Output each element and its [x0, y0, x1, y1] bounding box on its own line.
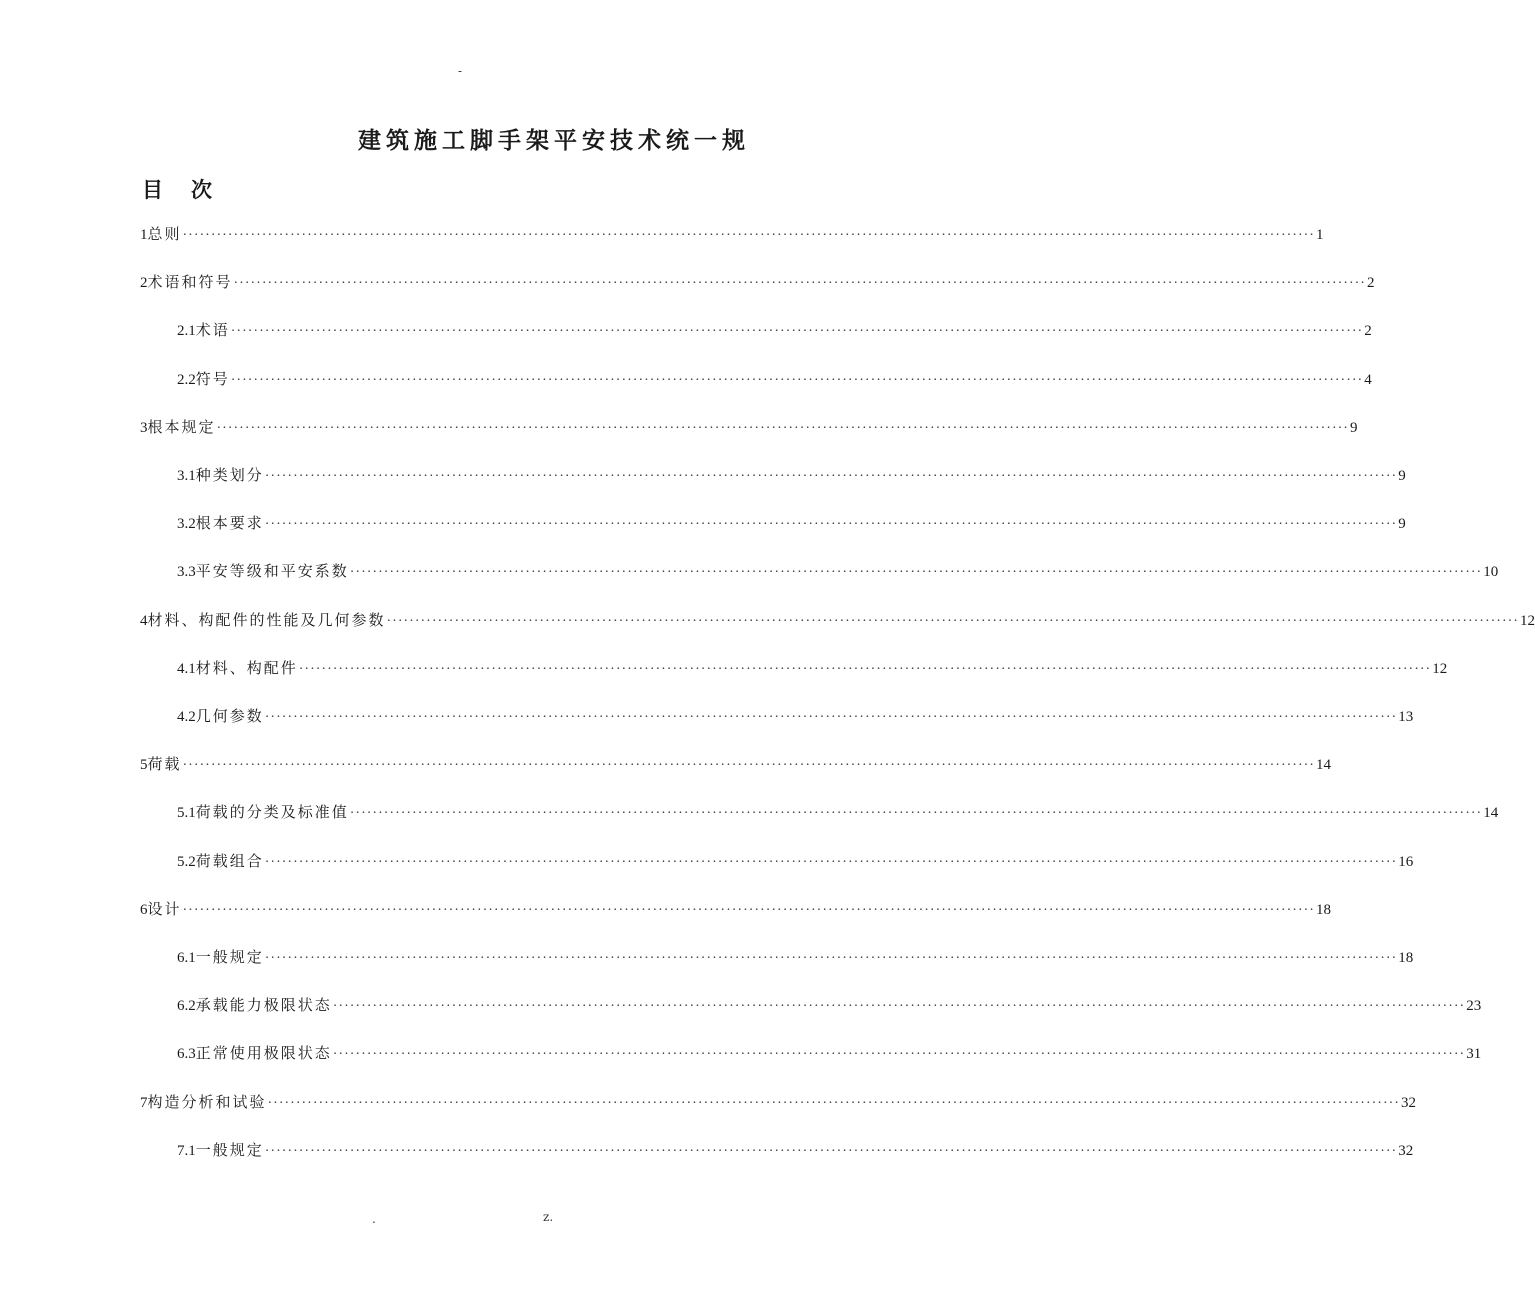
- toc-entry-label: 根本要求: [195, 514, 264, 533]
- toc-entry-label: 一般规定: [195, 948, 264, 966]
- toc-heading: [142, 174, 212, 204]
- toc-entry[interactable]: [140, 415, 1358, 439]
- toc-entry-number: 6.3: [177, 1046, 196, 1063]
- toc-dot-leader: ········································································································································································································: [386, 613, 1519, 629]
- toc-entry-page: 23: [1466, 998, 1482, 1015]
- toc-entry[interactable]: [177, 1041, 1482, 1065]
- toc-entry-label: 总则: [147, 225, 182, 243]
- toc-heading-second: 次: [191, 177, 212, 202]
- toc-entry-label: 承载能力极限状态: [195, 996, 332, 1015]
- toc-entry-page: 4: [1364, 371, 1372, 388]
- toc-dot-leader: ········································································································································································································: [233, 276, 1366, 292]
- toc-entry[interactable]: [177, 1138, 1414, 1162]
- toc-entry[interactable]: [177, 849, 1414, 873]
- toc-entry-page: 16: [1398, 853, 1414, 870]
- toc-dot-leader: ········································································································································································································: [264, 1143, 1398, 1159]
- toc-entry-label: 荷载: [147, 755, 182, 774]
- toc-entry[interactable]: [177, 800, 1499, 824]
- toc-entry-number: 7.1: [177, 1142, 196, 1159]
- toc-entry-page: 12: [1432, 660, 1448, 677]
- toc-entry-page: 18: [1398, 950, 1414, 966]
- toc-dot-leader: ········································································································································································································: [264, 854, 1398, 870]
- toc-entry-page: 9: [1349, 419, 1358, 436]
- toc-entry-label: 材料、构配件: [195, 658, 298, 677]
- toc-entry-number: 3.1: [177, 468, 196, 484]
- toc-entry-label: 构造分析和试验: [147, 1092, 267, 1111]
- toc-entry-page: 32: [1400, 1094, 1416, 1111]
- toc-entry-label: 设计: [147, 899, 182, 918]
- toc-entry-page: 9: [1398, 468, 1406, 484]
- toc-entry[interactable]: [177, 318, 1372, 342]
- toc-entry-number: 4: [140, 612, 148, 629]
- toc-entry-page: 2: [1366, 275, 1375, 292]
- toc-entry-number: 2: [140, 275, 148, 292]
- toc-entry-label: 荷载组合: [195, 851, 264, 870]
- toc-dot-leader: ········································································································································································································: [182, 902, 1315, 918]
- toc-entry-page: 9: [1398, 516, 1406, 533]
- toc-entry[interactable]: [140, 270, 1375, 294]
- toc-entry-label: 种类划分: [195, 466, 264, 484]
- toc-dot-leader: ········································································································································································································: [264, 951, 1398, 966]
- toc-entry-page: 31: [1466, 1046, 1482, 1063]
- toc-dot-leader: ········································································································································································································: [264, 517, 1398, 533]
- toc-entry[interactable]: [177, 559, 1499, 583]
- toc-entry[interactable]: [177, 511, 1406, 535]
- toc-entry-number: 4.1: [177, 660, 196, 677]
- toc-entry-number: 3: [140, 419, 148, 436]
- toc-dot-leader: ········································································································································································································: [332, 1047, 1466, 1063]
- toc-entry[interactable]: [140, 752, 1331, 776]
- toc-entry[interactable]: [177, 993, 1482, 1017]
- toc-entry-label: 根本规定: [147, 417, 216, 436]
- toc-entry-number: 5: [140, 757, 148, 774]
- toc-entry-page: 12: [1519, 612, 1535, 629]
- toc-entry-label: 材料、构配件的性能及几何参数: [147, 610, 386, 629]
- toc-entry[interactable]: [177, 945, 1414, 969]
- toc-dot-leader: ········································································································································································································: [332, 999, 1466, 1015]
- toc-entry[interactable]: [177, 463, 1406, 487]
- toc-entry-page: 32: [1398, 1142, 1414, 1159]
- toc-entry[interactable]: [177, 704, 1414, 728]
- toc-entry-page: 18: [1315, 901, 1331, 918]
- toc-entry-page: 14: [1315, 757, 1331, 774]
- toc-entry-number: 3.2: [177, 516, 196, 533]
- toc-entry-page: 14: [1483, 805, 1499, 822]
- toc-dot-leader: ········································································································································································································: [349, 565, 1483, 581]
- toc-dot-leader: ········································································································································································································: [349, 806, 1483, 822]
- toc-entry-number: 7: [140, 1094, 148, 1111]
- toc-entry[interactable]: [140, 222, 1324, 246]
- toc-entry-number: 6.2: [177, 998, 196, 1015]
- footer-left-mark: .: [372, 1212, 376, 1226]
- toc-dot-leader: ········································································································································································································: [230, 324, 1364, 340]
- toc-entry-number: 1: [140, 227, 148, 243]
- toc-entry-number: 6.1: [177, 950, 196, 966]
- document-title: 建筑施工脚手架平安技术统一规: [358, 127, 750, 154]
- toc-entry-page: 1: [1315, 227, 1324, 243]
- toc-entry-label: 符号: [195, 369, 230, 388]
- toc-dot-leader: ········································································································································································································: [182, 758, 1315, 774]
- toc-entry-label: 荷载的分类及标准值: [195, 803, 349, 822]
- toc-entry[interactable]: [177, 367, 1372, 391]
- toc-entry-page: 13: [1398, 709, 1414, 725]
- toc-entry[interactable]: [177, 656, 1448, 680]
- toc-entry-page: 10: [1483, 564, 1499, 581]
- toc-entry-number: 6: [140, 901, 148, 918]
- toc-dot-leader: ········································································································································································································: [267, 1095, 1400, 1111]
- toc-entry[interactable]: [140, 897, 1331, 921]
- toc-entry-number: 5.1: [177, 805, 196, 822]
- toc-entry-label: 术语和符号: [147, 273, 233, 292]
- toc-dot-leader: ········································································································································································································: [230, 372, 1364, 388]
- toc-entry-label: 正常使用极限状态: [195, 1044, 332, 1063]
- toc-entry-number: 2.1: [177, 323, 196, 340]
- toc-entry-page: 2: [1364, 323, 1372, 340]
- toc-entry[interactable]: [140, 1090, 1416, 1114]
- toc-entry-number: 2.2: [177, 371, 196, 388]
- toc-entry-number: 3.3: [177, 564, 196, 581]
- toc-dot-leader: ········································································································································································································: [264, 469, 1398, 484]
- toc-heading-first: 目: [142, 177, 163, 202]
- toc-entry-label: 平安等级和平安系数: [195, 562, 349, 581]
- toc-dot-leader: ········································································································································································································: [216, 420, 1349, 436]
- header-mark: -: [457, 64, 463, 78]
- toc-entry-number: 5.2: [177, 853, 196, 870]
- toc-dot-leader: ········································································································································································································: [298, 661, 1432, 677]
- toc-entry-number: 4.2: [177, 709, 196, 725]
- toc-dot-leader: ········································································································································································································: [182, 228, 1315, 243]
- toc-dot-leader: ········································································································································································································: [264, 710, 1398, 725]
- toc-entry-label: 几何参数: [195, 707, 264, 725]
- toc-entry[interactable]: [140, 608, 1535, 632]
- toc-entry-label: 一般规定: [195, 1140, 264, 1159]
- footer-right-mark: z.: [543, 1210, 554, 1224]
- toc-entry-label: 术语: [195, 321, 230, 340]
